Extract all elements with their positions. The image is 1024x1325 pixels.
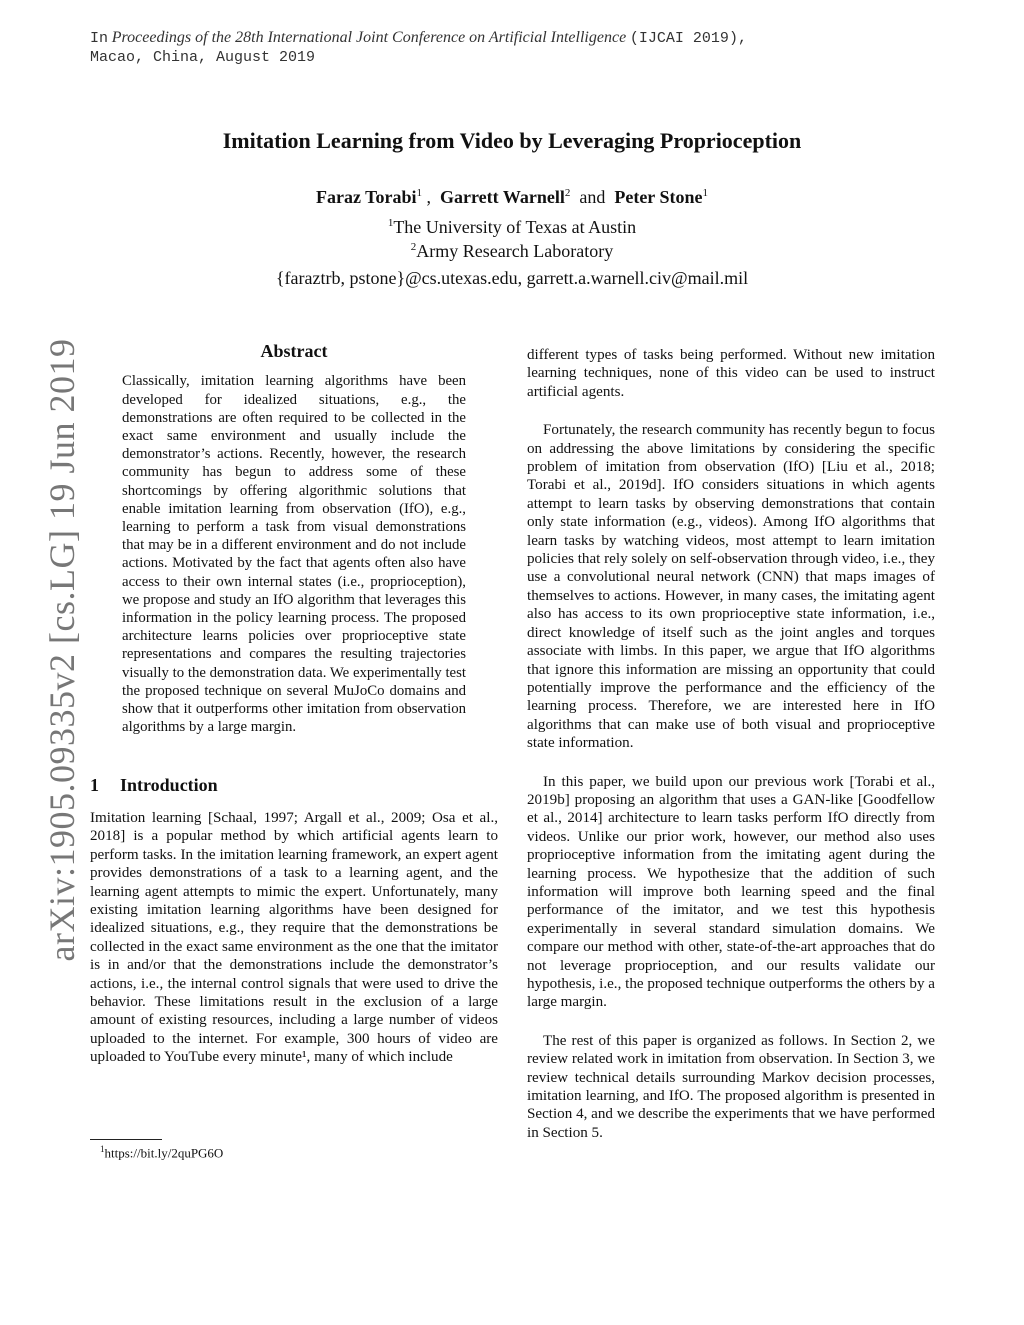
arxiv-id: arXiv:1905.09335v2 [cs.LG] 19 Jun 2019 <box>42 338 82 962</box>
author-line <box>0 187 1024 208</box>
intro-paragraph: Fortunately, the research community has recently begun to focus on addressing the above limitations by considering the specific problem of imitation from observation (IfO) [Liu et al., 2018; Torabi et al., 2019d]. IfO considers situations in which agents attempt to learn tasks by observing demonstrations that contain only state information (e.g., videos). Among IfO algorithms that learn tasks by watching videos, most attempt to learn imitation policies that rely solely on self-observation through video, i.e., they use a convolutional neural network (CNN) that maps images of themselves to actions. However, in many cases, the imitating agent also has access to its own proprioceptive state information, i.e., direct knowledge of itself such as the joint angles and torques associate with limbs. In this paper, we argue that IfO algorithms that ignore this information are missing an opportunity that could potentially improve the performance and the efficiency of the learning process. Therefore, we are interested here in IfO algorithms that can make use of both visual and proprioceptive state information. <box>527 422 935 752</box>
intro-paragraph: Imitation learning [Schaal, 1997; Argall et al., 2009; Osa et al., 2018] is a popular method by which artificial agents learn to perform tasks. In the imitation learning framework, an expert agent provides demonstrations of a task to a learning agent, and the learning agent attempts to mimic the expert. Unfortunately, many existing imitation learning algorithms have been designed for idealized situations, e.g., they require that the demonstrations be collected in the exact same environment as the one that the imitator is in and/or that the demonstrations include the demonstrator’s actions, i.e., the internal control signals that were used to drive the behavior. These limitations result in the exclusion of a large amount of existing resources, including a large number of videos uploaded to the internet. For example, 300 hours of video are uploaded to YouTube every minute¹, many of which include <box>90 809 498 1066</box>
intro-paragraph: different types of tasks being performed. Without new imitation learning techniques, none of this video can be used to instruct artificial agents. <box>527 347 935 400</box>
footnote-sup: 1 <box>100 1144 105 1154</box>
author-name: Peter Stone <box>614 187 703 207</box>
footnote-divider <box>90 1139 162 1140</box>
venue-prefix: In <box>90 30 109 47</box>
venue-name: Proceedings of the 28th International Joint Conference on Artificial Intelligence <box>111 29 627 46</box>
intro-paragraph: In this paper, we build upon our previous work [Torabi et al., 2019b] proposing an algorithm that uses a GAN-like [Goodfellow et al., 2014] architecture to learn tasks perform IfO directly from videos. Unlike our prior work, however, our method also uses proprioceptive information from the imitating agent during the learning process. We hypothesize that the addition of such information will improve both learning speed and the final performance of the imitator, and we test this hypothesis experimentally in several standard simulation domains. We compare our method with other, state-of-the-art approaches that do not leverage proprioception, and our results validate our hypothesis, i.e., the proposed technique outperforms the others by a large margin. <box>527 773 935 1011</box>
author-sup: 1 <box>416 187 423 199</box>
venue-abbrev: (IJCAI 2019), <box>629 30 747 47</box>
author-name: Garrett Warnell <box>440 187 565 207</box>
footnote-link[interactable]: https://bit.ly/2quPG6O <box>104 1145 224 1161</box>
right-column <box>527 346 935 1142</box>
section-title: Introduction <box>120 775 218 796</box>
author-sup: 1 <box>702 187 708 199</box>
author-sup: 2 <box>564 187 571 199</box>
intro-paragraph: The rest of this paper is organized as follows. In Section 2, we review related work in imitation from observation. In Section 3, we review technical details surrounding Markov decision processes, imitation learning, and IfO. The proposed algorithm is presented in Section 4, and we describe the experiments that we have performed in Section 5. <box>527 1032 935 1141</box>
left-column <box>90 342 498 1067</box>
affiliation-sup: 2 <box>410 241 417 253</box>
footnote <box>100 1144 223 1161</box>
abstract-heading: Abstract <box>260 341 328 361</box>
paper-title: Imitation Learning from Video by Leveraging Proprioception <box>222 128 802 153</box>
author-separator: , <box>426 187 432 207</box>
affiliation-name: The University of Texas at Austin <box>393 217 637 237</box>
section-number: 1 <box>90 775 99 796</box>
author-name: Faraz Torabi <box>316 187 417 207</box>
affiliation-sup: 1 <box>387 217 394 229</box>
abstract-text: Classically, imitation learning algorithms have been developed for idealized situations, e.g., the demonstrations are often required to be collected in the exact same environment and usually include the demonstrator’s actions. Recently, however, the research community has begun to address some of these shortcomings by offering algorithmic solutions that enable imitation learning from observation (IfO), e.g., learning to perform a task from visual demonstrations that may be in a different environment and do not include actions. Motivated by the fact that agents often also have access to their own internal states (i.e., proprioception), we propose and study an IfO algorithm that leverages this information in the policy learning process. The proposed architecture learns policies over proprioceptive state representations and compares the resulting trajectories visually to the demonstration data. We experimentally test the proposed technique on several MuJoCo domains and show that it outperforms other imitation from observation algorithms by a large margin. <box>122 373 466 736</box>
author-emails: {faraztrb, pstone}@cs.utexas.edu, garrett.a.warnell.civ@mail.mil <box>275 268 749 288</box>
author-and: and <box>579 187 606 207</box>
affiliation-2 <box>0 241 1024 262</box>
affiliation-name: Army Research Laboratory <box>416 241 614 261</box>
section-heading <box>90 776 498 794</box>
venue-location: Macao, China, August 2019 <box>90 49 316 66</box>
affiliation-1 <box>0 217 1024 238</box>
venue-line <box>90 28 850 67</box>
